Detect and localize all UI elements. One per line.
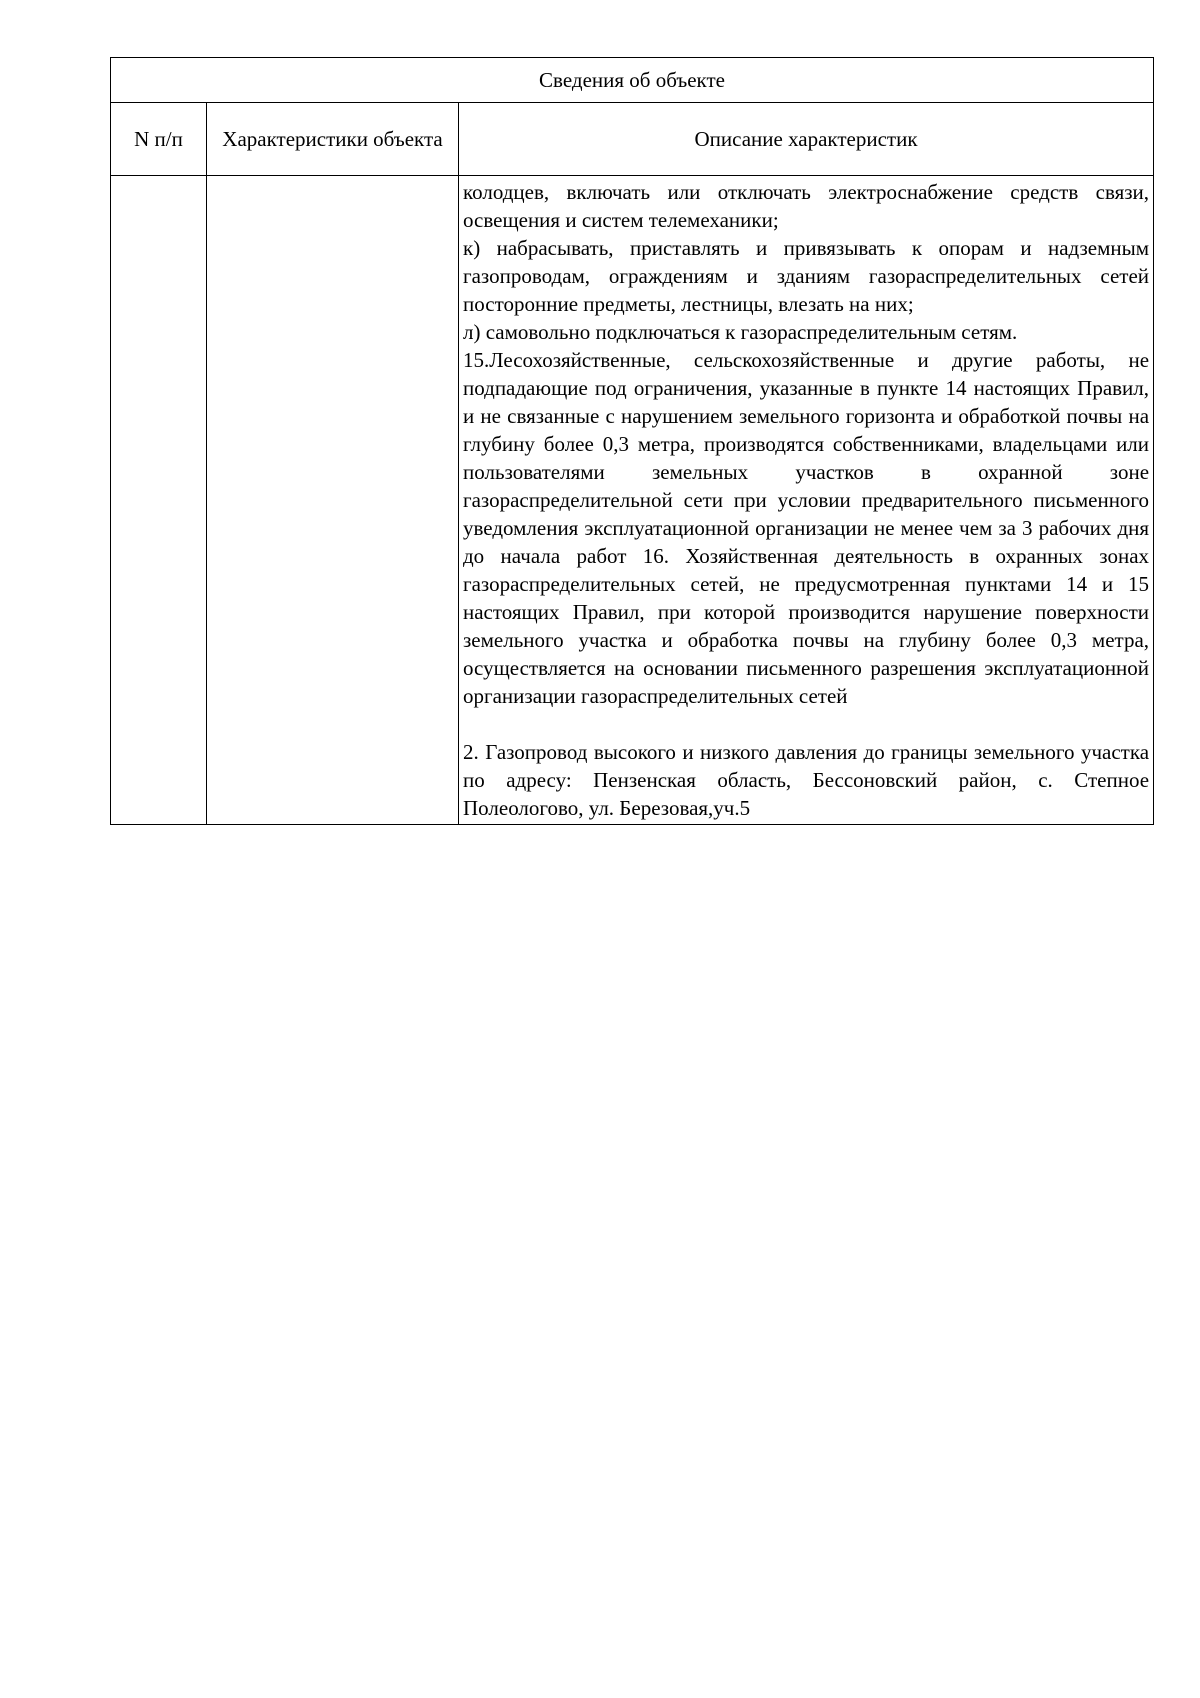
header-description: Описание характеристик [459, 103, 1154, 176]
description-paragraph: колодцев, включать или отключать электроснабжение средств связи, освещения и систем телемеханики; [463, 180, 1150, 232]
header-characteristics: Характеристики объекта [207, 103, 459, 176]
table-title: Сведения об объекте [111, 58, 1154, 103]
description-paragraph: 2. Газопровод высокого и низкого давления до границы земельного участка по адресу: Пензенская область, Бессоновский район, с. Степное Полеологово, ул. Березовая,уч.5 [463, 740, 1150, 820]
paragraph-spacer [463, 710, 1149, 738]
table-row [111, 176, 1154, 825]
table-title-row [111, 58, 1154, 103]
row-characteristics-cell [207, 176, 459, 825]
row-description-cell [459, 176, 1154, 825]
description-paragraph: к) набрасывать, приставлять и привязывать к опорам и надземным газопроводам, ограждениям и зданиям газораспределительных сетей посторонние предметы, лестницы, влезать на них; [463, 236, 1150, 316]
object-info-table [110, 57, 1154, 825]
description-paragraph: 15.Лесохозяйственные, сельскохозяйственные и другие работы, не подпадающие под ограничения, указанные в пункте 14 настоящих Правил, и не связанные с нарушением земельного горизонта и обработкой почвы на глубину более 0,3 метра, производятся собственниками, владельцами или пользователями земельных участков в охранной зоне газораспределительной сети при условии предварительного письменного уведомления эксплуатационной организации не менее чем за 3 рабочих дня до начала работ 16. Хозяйственная деятельность в охранных зонах газораспределительных сетей, не предусмотренная пунктами 14 и 15 настоящих Правил, при которой производится нарушение поверхности земельного участка и обработка почвы на глубину более 0,3 метра, осуществляется на основании письменного разрешения эксплуатационной организации газораспределительных сетей [463, 348, 1150, 708]
header-num: N п/п [111, 103, 207, 176]
row-num-cell [111, 176, 207, 825]
table-header-row [111, 103, 1154, 176]
description-paragraph: л) самовольно подключаться к газораспределительным сетям. [463, 320, 1018, 344]
